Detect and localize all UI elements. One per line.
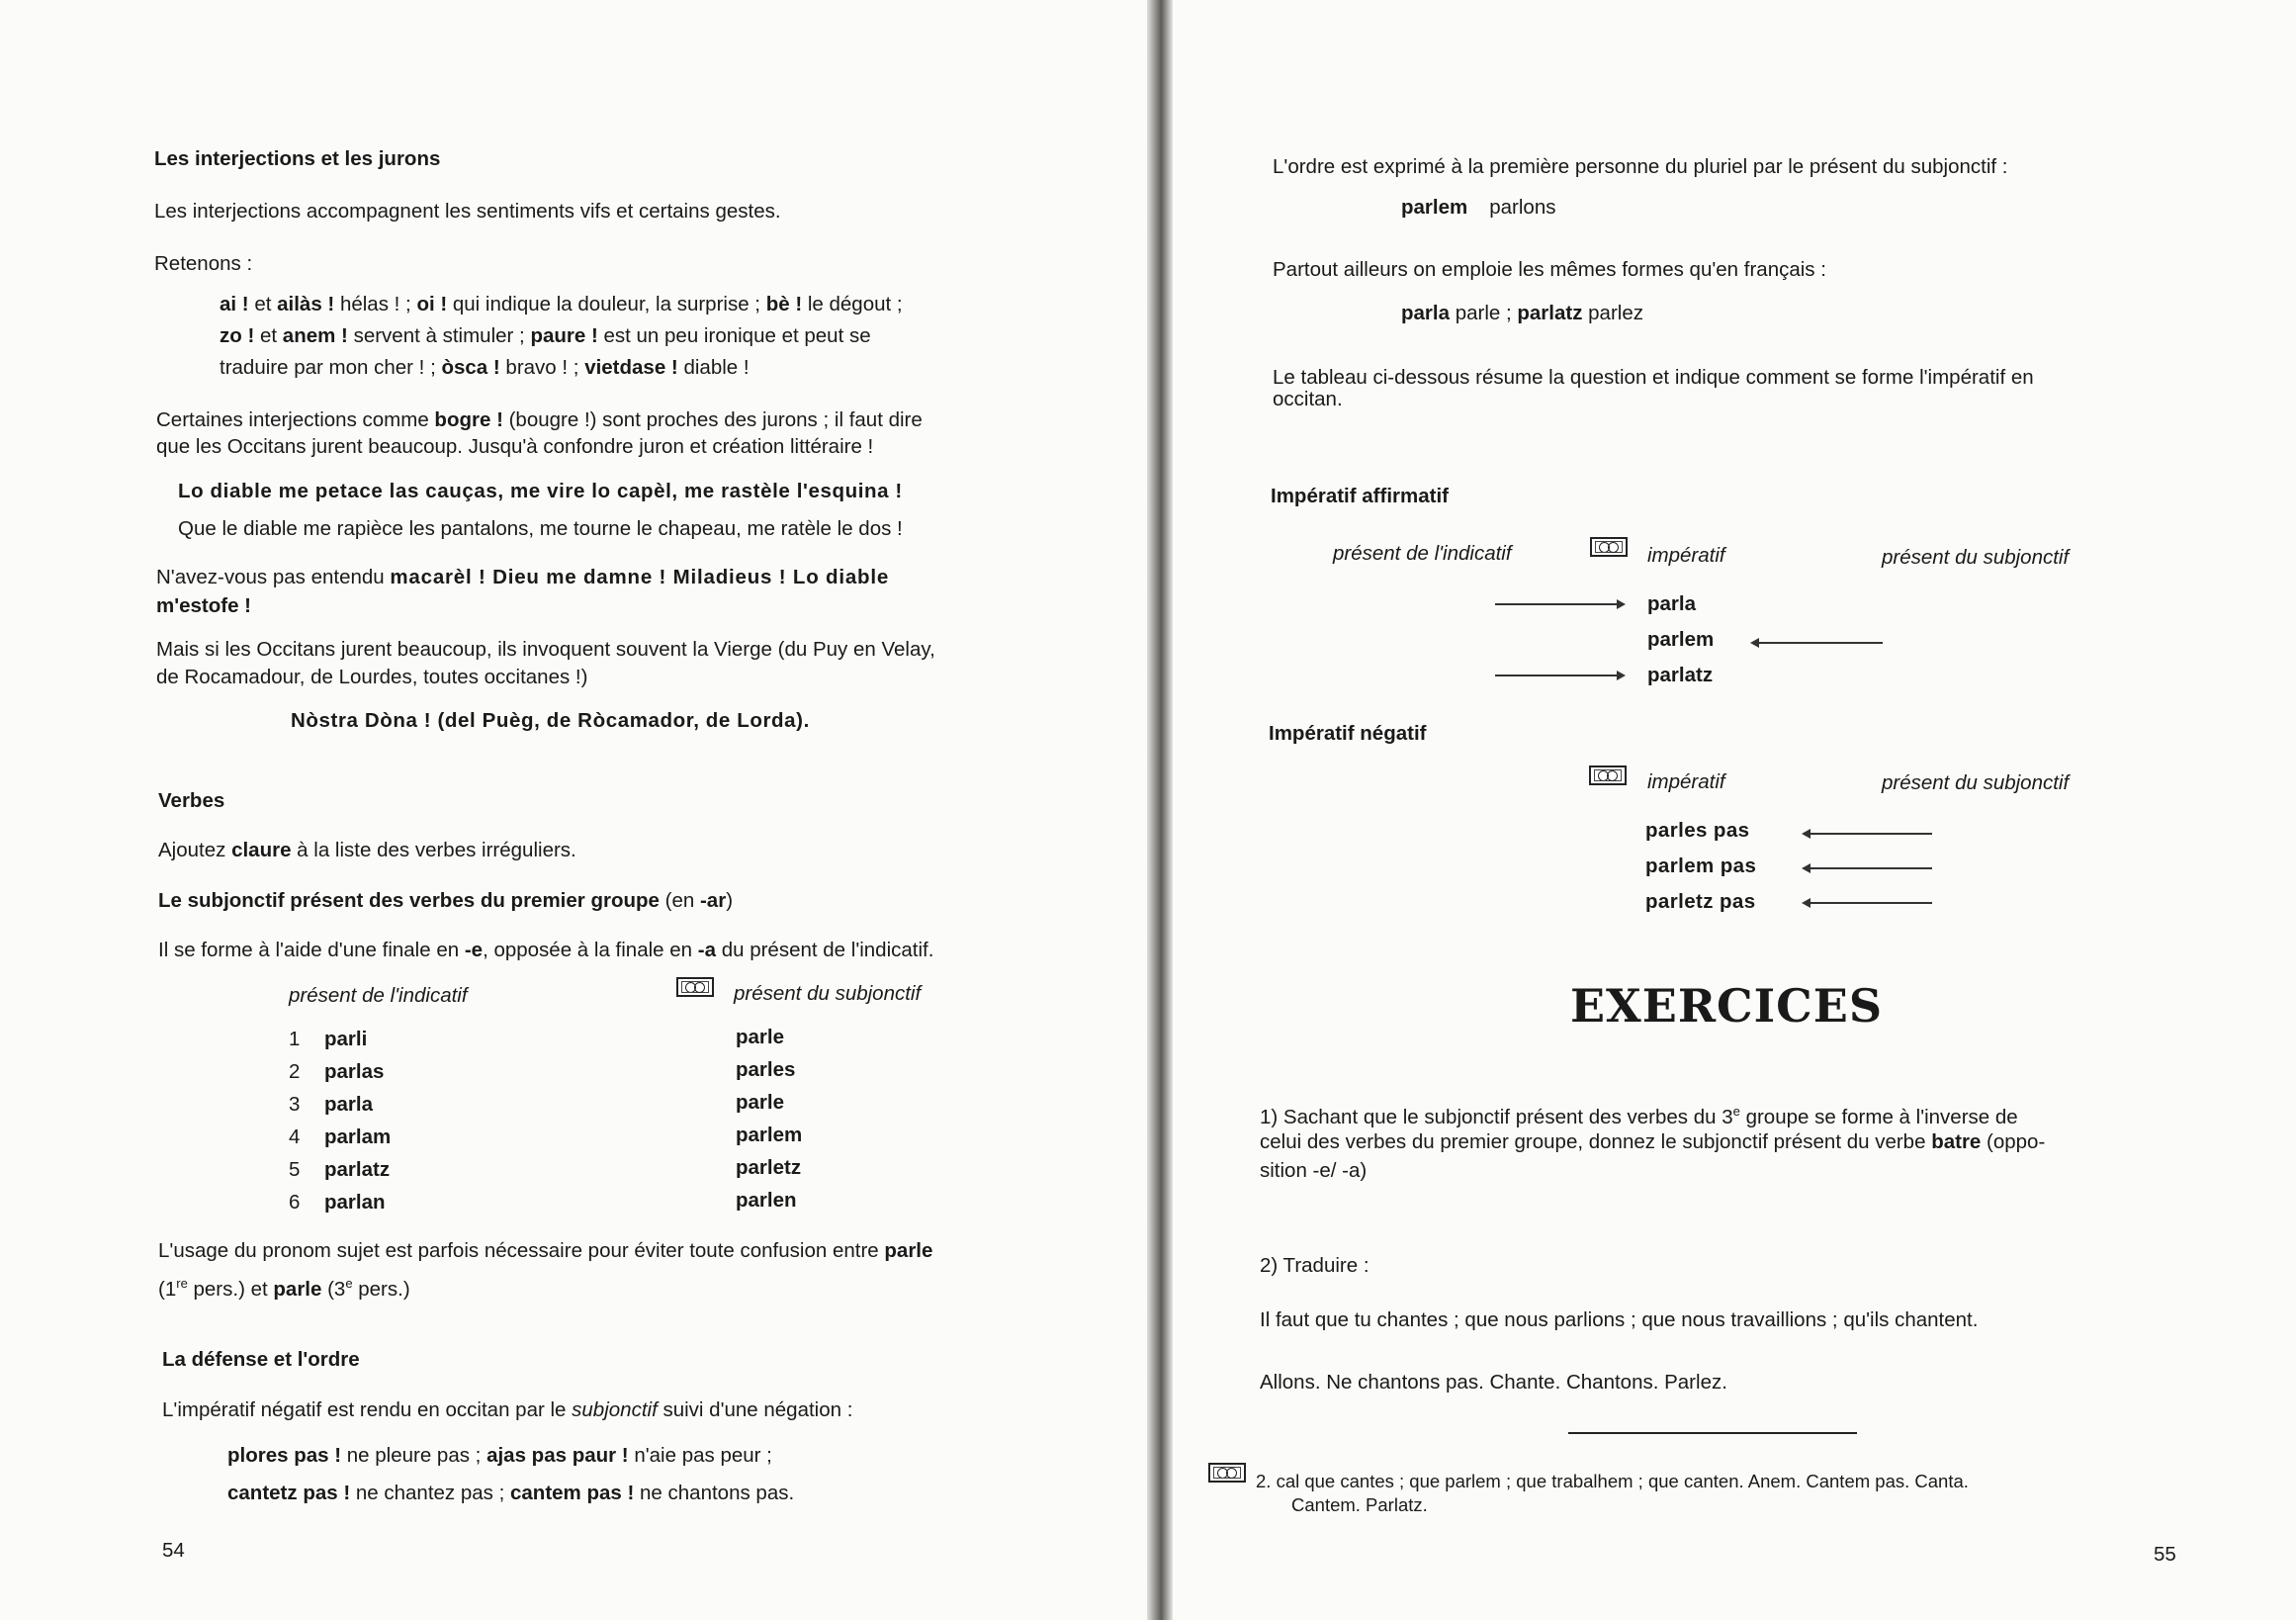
text: (oppo-: [1981, 1130, 2046, 1153]
conj-subjonctif: parle: [736, 1091, 784, 1114]
text: groupe se forme à l'inverse de: [1739, 1105, 2018, 1128]
footnote-line-2: Cantem. Parlatz.: [1291, 1494, 1428, 1515]
arrow-left-icon: [1804, 867, 1932, 869]
cassette-icon: [676, 977, 714, 997]
tableau-line-2: occitan.: [1273, 388, 1343, 410]
conj-subjonctif: parlem: [736, 1124, 803, 1146]
arrow-left-icon: [1804, 833, 1932, 835]
text: est un peu ironique et peut se: [597, 324, 871, 347]
word-claure: claure: [231, 839, 292, 861]
text: (en: [659, 889, 700, 912]
retenons-line-2: [220, 322, 871, 349]
ajoutez-line: [158, 837, 576, 863]
text: hélas ! ;: [334, 293, 417, 315]
aff-header-indicatif: présent de l'indicatif: [1333, 542, 1512, 565]
cassette-icon: [1208, 1463, 1246, 1483]
imperatif-negatif-heading: Impératif négatif: [1269, 722, 1427, 745]
footnote-line-1: 2. cal que cantes ; que parlem ; que trabalhem ; que canten. Anem. Cantem pas. Canta.: [1256, 1471, 1969, 1491]
jurons-bold: macarèl ! Dieu me damne ! Miladieus ! Lo diable: [390, 566, 890, 588]
text: suivi d'une négation :: [657, 1398, 853, 1421]
retenons-label: Retenons :: [154, 252, 253, 275]
conj-number: 2: [289, 1060, 301, 1083]
text: (1: [158, 1277, 177, 1301]
text: diable !: [677, 356, 750, 379]
tableau-line-1: Le tableau ci-dessous résume la question et indique comment se forme l'impératif en: [1273, 366, 2034, 389]
text: parlez: [1582, 302, 1643, 324]
cassette-icon: [1589, 765, 1627, 785]
text: cantem pas !: [510, 1482, 635, 1504]
text: -e: [464, 939, 484, 961]
text: ): [726, 889, 734, 912]
diable-translation: Que le diable me rapièce les pantalons, me tourne le chapeau, me ratèle le dos !: [178, 517, 903, 540]
text: traduire par mon cher ! ;: [220, 356, 442, 379]
conj-indicatif: parlas: [324, 1060, 385, 1083]
tape-inner: [1595, 541, 1623, 553]
text: bravo ! ;: [499, 356, 585, 379]
text: -ar: [699, 889, 727, 912]
aff-form: parla: [1647, 592, 1696, 615]
conj-number: 6: [289, 1191, 301, 1214]
text: le dégout ;: [802, 293, 903, 315]
word-oi: oi !: [416, 293, 448, 315]
text: n'aie pas peur ;: [628, 1444, 772, 1467]
plores-line: [227, 1442, 772, 1469]
nostra-dona: Nòstra Dòna ! (del Puèg, de Ròcamador, de Lorda).: [291, 709, 810, 732]
conj-subjonctif: parlen: [736, 1189, 797, 1212]
arrow-left-icon: [1804, 902, 1932, 904]
text: parlatz: [1517, 302, 1583, 324]
word-paure: paure !: [530, 324, 598, 347]
conj-indicatif: parlatz: [324, 1158, 391, 1181]
text: 1) Sachant que le subjonctif présent des verbes du 3: [1260, 1105, 1733, 1128]
text: -a: [697, 939, 716, 961]
conj-header-indicatif: présent de l'indicatif: [289, 984, 468, 1007]
conj-subjonctif: parle: [736, 1026, 784, 1048]
conj-indicatif: parlam: [324, 1125, 392, 1148]
text: cantetz pas !: [227, 1482, 351, 1504]
page-number-right: 55: [2154, 1543, 2176, 1566]
conj-indicatif: parli: [324, 1028, 368, 1050]
text: e: [345, 1276, 353, 1291]
neg-form: parlem pas: [1645, 855, 1757, 877]
cassette-icon: [1590, 537, 1628, 557]
tape-inner: [1594, 769, 1622, 781]
word-zo: zo !: [220, 324, 255, 347]
text: parle: [273, 1277, 322, 1301]
text: L'usage du pronom sujet est parfois nécessaire pour éviter toute confusion entre: [158, 1239, 885, 1262]
mais-line-2: de Rocamadour, de Lourdes, toutes occitanes !): [156, 666, 588, 688]
aff-form: parlatz: [1647, 664, 1714, 686]
text: pers.) et: [187, 1277, 274, 1301]
text: , opposée à la finale en: [483, 939, 698, 961]
conj-indicatif: parla: [324, 1093, 373, 1116]
footnote-rule: [1568, 1432, 1857, 1434]
usage-line-2: [158, 1270, 410, 1303]
cantetz-line: [227, 1480, 794, 1506]
book-gutter: [1147, 0, 1173, 1620]
retenons-line-3: [220, 354, 750, 381]
word-ai: ai !: [220, 293, 249, 315]
text: parle: [884, 1239, 933, 1262]
word-be: bè !: [765, 293, 803, 315]
word-vietdase: vietdase !: [584, 356, 678, 379]
text: re: [176, 1276, 188, 1291]
interjections-heading: Les interjections et les jurons: [154, 147, 441, 170]
aff-header-subjonctif: présent du subjonctif: [1882, 546, 2070, 569]
exercise-1-line-1: [1260, 1098, 2018, 1130]
word-bogre: bogre !: [434, 408, 503, 431]
text: parlons: [1489, 196, 1556, 219]
text: N'avez-vous pas entendu: [156, 566, 391, 588]
subjonctif-heading: [158, 887, 733, 914]
conj-subjonctif: parles: [736, 1058, 796, 1081]
imperatif-negatif-line: [162, 1396, 852, 1423]
retenons-line-1: [220, 291, 903, 317]
word-anem: anem !: [282, 324, 348, 347]
defense-heading: La défense et l'ordre: [162, 1348, 360, 1371]
parlem-example: [1401, 194, 1555, 221]
text: à la liste des verbes irréguliers.: [291, 839, 576, 861]
text: et: [248, 293, 278, 315]
text: pers.): [352, 1277, 410, 1301]
aff-header-imperatif: impératif: [1647, 544, 1725, 567]
navez-line-1: [156, 564, 889, 590]
text: (3: [321, 1277, 346, 1301]
aff-form: parlem: [1647, 628, 1715, 651]
text: plores pas !: [227, 1444, 342, 1467]
exercise-1-line-2: [1260, 1128, 2045, 1155]
exercise-1-line-3: sition -e/ -a): [1260, 1159, 1368, 1182]
conj-number: 4: [289, 1125, 301, 1148]
tape-inner: [681, 981, 709, 993]
certaines-line-1: [156, 406, 923, 433]
text: ajas pas paur !: [486, 1444, 629, 1467]
text: Il se forme à l'aide d'une finale en: [158, 939, 465, 961]
exercise-2-line-1: Il faut que tu chantes ; que nous parlions ; que nous travaillions ; qu'ils chantent.: [1260, 1308, 1979, 1331]
arrow-right-icon: [1495, 603, 1624, 605]
parla-example: [1401, 300, 1643, 326]
ordre-line: L'ordre est exprimé à la première personne du pluriel par le présent du subjonctif :: [1273, 155, 2008, 178]
diable-quote: Lo diable me petace las cauças, me vire lo capèl, me rastèle l'esquina !: [178, 480, 903, 502]
verbes-heading: Verbes: [158, 789, 225, 812]
text: e: [1732, 1104, 1740, 1119]
word-ailas: ailàs !: [277, 293, 335, 315]
conj-number: 3: [289, 1093, 301, 1116]
conj-number: 5: [289, 1158, 301, 1181]
exercices-title: EXERCICES: [1570, 979, 1884, 1033]
tape-inner: [1213, 1467, 1241, 1479]
text: servent à stimuler ;: [347, 324, 531, 347]
text: (bougre !) sont proches des jurons ; il faut dire: [502, 408, 923, 431]
text: qui indique la douleur, la surprise ;: [447, 293, 766, 315]
mais-line-1: Mais si les Occitans jurent beaucoup, ils invoquent souvent la Vierge (du Puy en Velay,: [156, 638, 935, 661]
exercise-2-line-2: Allons. Ne chantons pas. Chante. Chantons. Parlez.: [1260, 1371, 1727, 1394]
text: ne chantez pas ;: [350, 1482, 510, 1504]
forme-line: [158, 937, 933, 963]
conj-subjonctif: parletz: [736, 1156, 802, 1179]
imperatif-affirmatif-heading: Impératif affirmatif: [1271, 485, 1449, 507]
neg-form: parles pas: [1645, 819, 1750, 842]
conj-indicatif: parlan: [324, 1191, 386, 1214]
certaines-line-2: que les Occitans jurent beaucoup. Jusqu'à confondre juron et création littéraire !: [156, 435, 874, 458]
text: parle ;: [1450, 302, 1518, 324]
page-number-left: 54: [162, 1539, 185, 1562]
text: Ajoutez: [158, 839, 232, 861]
neg-header-subjonctif: présent du subjonctif: [1882, 771, 2070, 794]
neg-header-imperatif: impératif: [1647, 770, 1725, 793]
text: parla: [1401, 302, 1450, 324]
text: batre: [1931, 1130, 1982, 1153]
text: L'impératif négatif est rendu en occitan par le: [162, 1398, 573, 1421]
arrow-left-icon: [1752, 642, 1883, 644]
text: ne chantons pas.: [634, 1482, 795, 1504]
interjections-intro: Les interjections accompagnent les sentiments vifs et certains gestes.: [154, 200, 781, 223]
conj-number: 1: [289, 1028, 301, 1050]
text: ne pleure pas ;: [341, 1444, 487, 1467]
navez-line-2: m'estofe !: [156, 594, 252, 617]
text: parlem: [1401, 196, 1468, 219]
neg-form: parletz pas: [1645, 890, 1756, 913]
conj-header-subjonctif: présent du subjonctif: [734, 982, 922, 1005]
text: celui des verbes du premier groupe, donnez le subjonctif présent du verbe: [1260, 1130, 1932, 1153]
usage-line-1: [158, 1237, 932, 1264]
text: Certaines interjections comme: [156, 408, 435, 431]
text: subjonctif: [572, 1398, 658, 1421]
word-osca: òsca !: [441, 356, 500, 379]
text: Le subjonctif présent des verbes du premier groupe: [158, 889, 660, 912]
arrow-right-icon: [1495, 675, 1624, 676]
text: et: [254, 324, 283, 347]
exercise-2-heading: 2) Traduire :: [1260, 1254, 1369, 1277]
partout-line: Partout ailleurs on emploie les mêmes formes qu'en français :: [1273, 258, 1826, 281]
text: du présent de l'indicatif.: [716, 939, 934, 961]
